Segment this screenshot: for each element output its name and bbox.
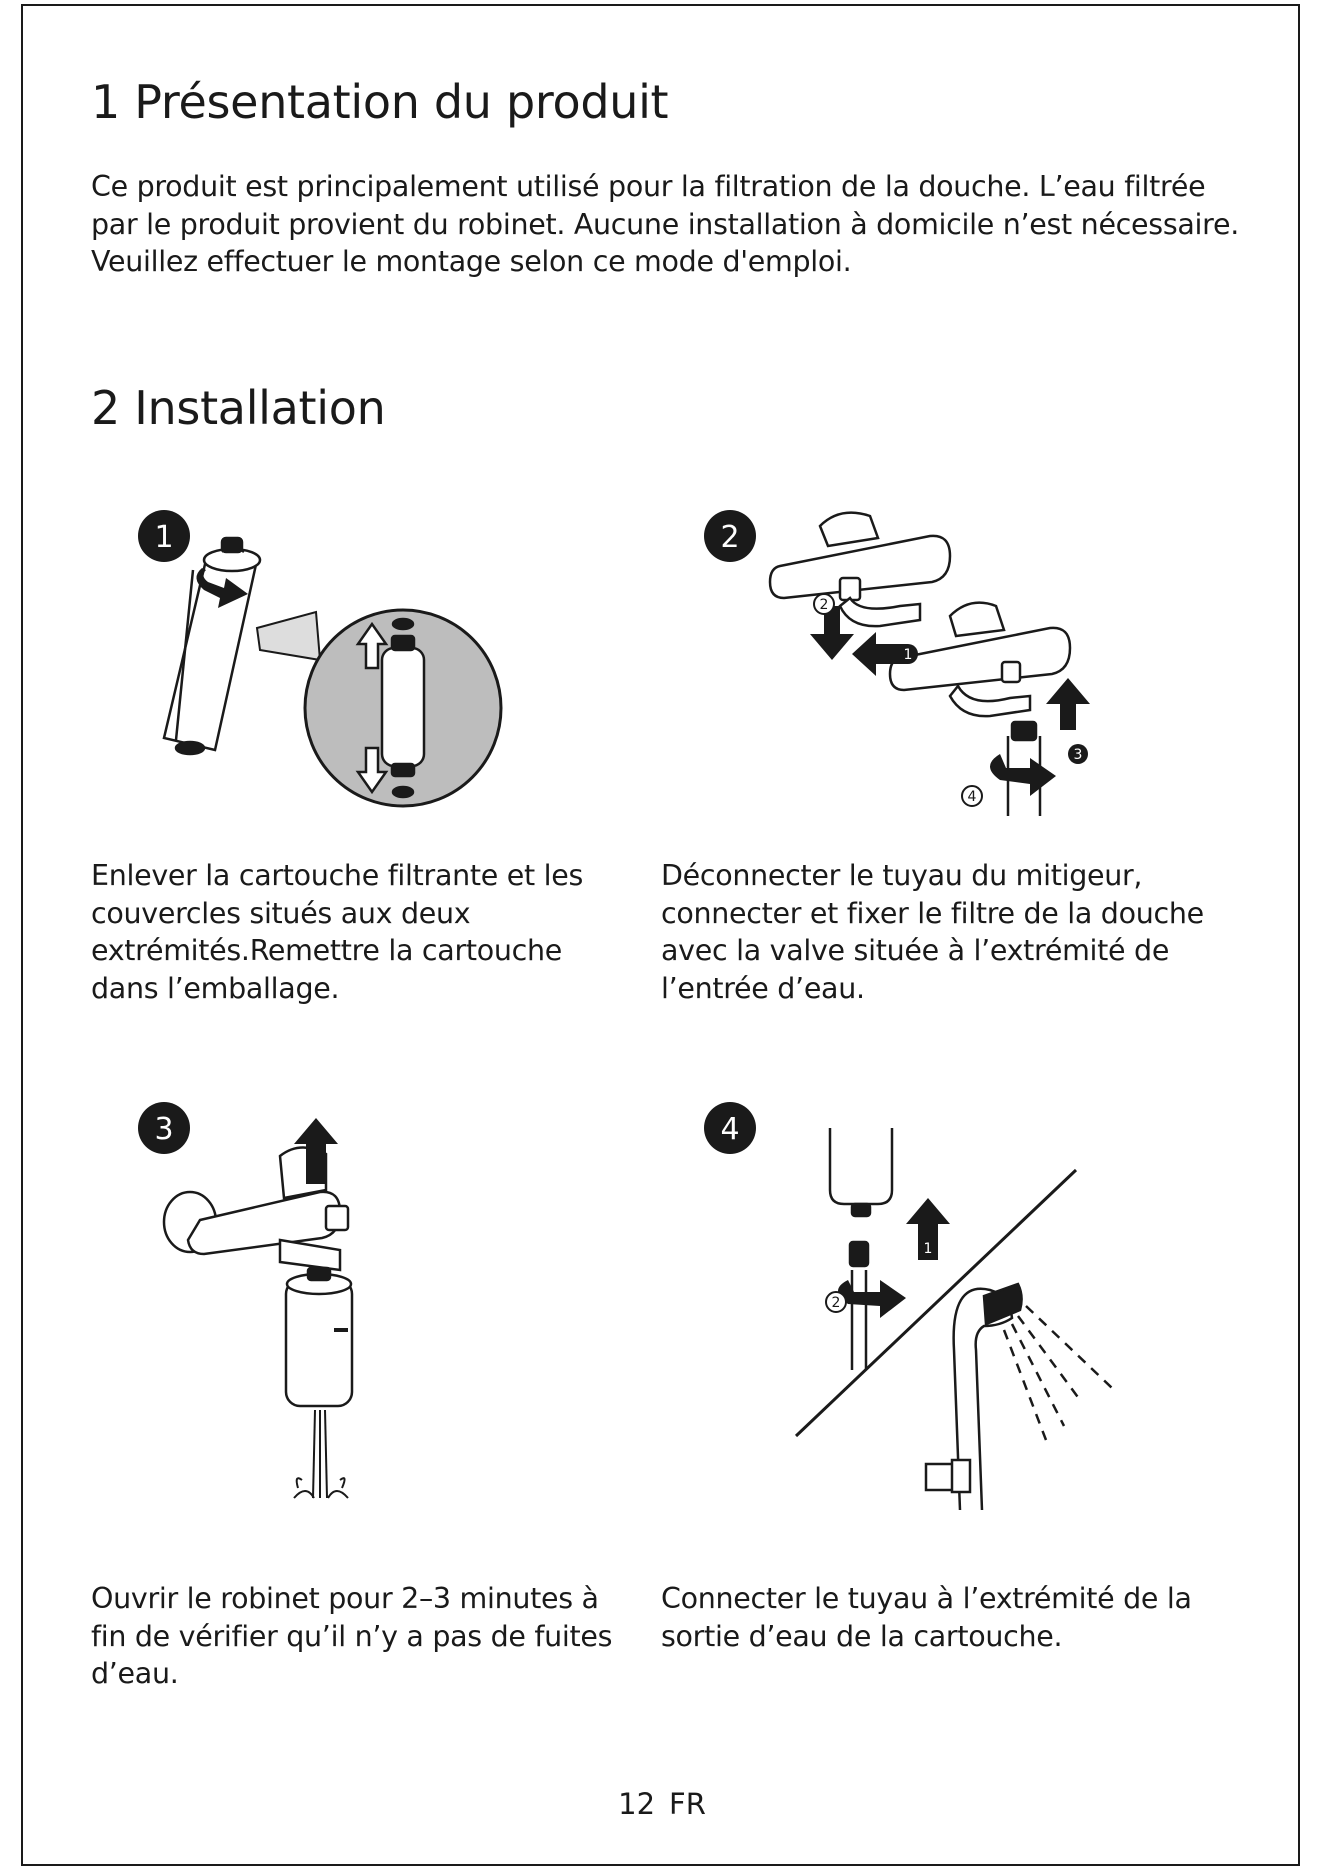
step-2-marker-4: 4	[967, 789, 977, 805]
step-2-number: 2	[720, 520, 740, 555]
language-code: FR	[669, 1787, 706, 1821]
step-3-instruction: Ouvrir le robinet pour 2–3 minutes à fin de vérifier qu’il n’y a pas de fuites d’eau.	[91, 1582, 613, 1690]
step-2-marker-1: 1	[903, 647, 913, 663]
page-footer	[0, 1786, 1324, 1822]
step-4-instruction: Connecter le tuyau à l’extrémité de la sortie d’eau de la cartouche.	[661, 1582, 1192, 1653]
hose-connector-icon	[850, 1242, 868, 1370]
step-1-instruction: Enlever la cartouche filtrante et les couvercles situés aux deux extrémités.Remettre la cartouche dans l’emballage.	[91, 859, 584, 1005]
arrow-up-icon	[1046, 678, 1090, 730]
step-2-marker-2: 2	[819, 597, 829, 613]
shower-filter-bottom-icon	[830, 1128, 892, 1216]
twist-arrow-icon	[990, 754, 1056, 796]
step-2-instruction: Déconnecter le tuyau du mitigeur, connecter et fixer le filtre de la douche avec la valve située à l’extrémité de l’entrée d’eau.	[661, 859, 1204, 1005]
step-1-illustration	[130, 500, 510, 820]
step-3-number: 3	[154, 1112, 174, 1147]
mixer-tap-icon	[770, 513, 950, 627]
page-number: 12	[618, 1787, 656, 1821]
shower-filter-icon	[286, 1268, 352, 1406]
step-1-number: 1	[154, 520, 174, 555]
section-title-installation: 2 Installation	[91, 381, 386, 435]
twist-arrow-icon	[838, 1280, 906, 1318]
section-title-presentation: 1 Présentation du produit	[91, 75, 669, 129]
step-2-illustration	[700, 486, 1120, 846]
step-3-illustration	[130, 1100, 430, 1520]
filter-cartridge-housing-icon	[164, 538, 260, 754]
step-4-marker-2: 2	[831, 1295, 841, 1311]
step-4-number: 4	[720, 1112, 740, 1147]
step-2-marker-3: 3	[1073, 747, 1083, 763]
intro-paragraph: Ce produit est principalement utilisé pour la filtration de la douche. L’eau filtrée par le produit provient du robinet. Aucune installation à domicile n’est nécessaire. Veuillez effectuer le montage selon ce mode d'emploi.	[91, 170, 1239, 278]
step-4-marker-1: 1	[923, 1241, 933, 1257]
step-4-illustration	[700, 1100, 1120, 1520]
water-spray-icon	[1004, 1306, 1112, 1440]
shower-head-icon	[926, 1284, 1022, 1510]
water-stream-icon	[294, 1410, 348, 1498]
